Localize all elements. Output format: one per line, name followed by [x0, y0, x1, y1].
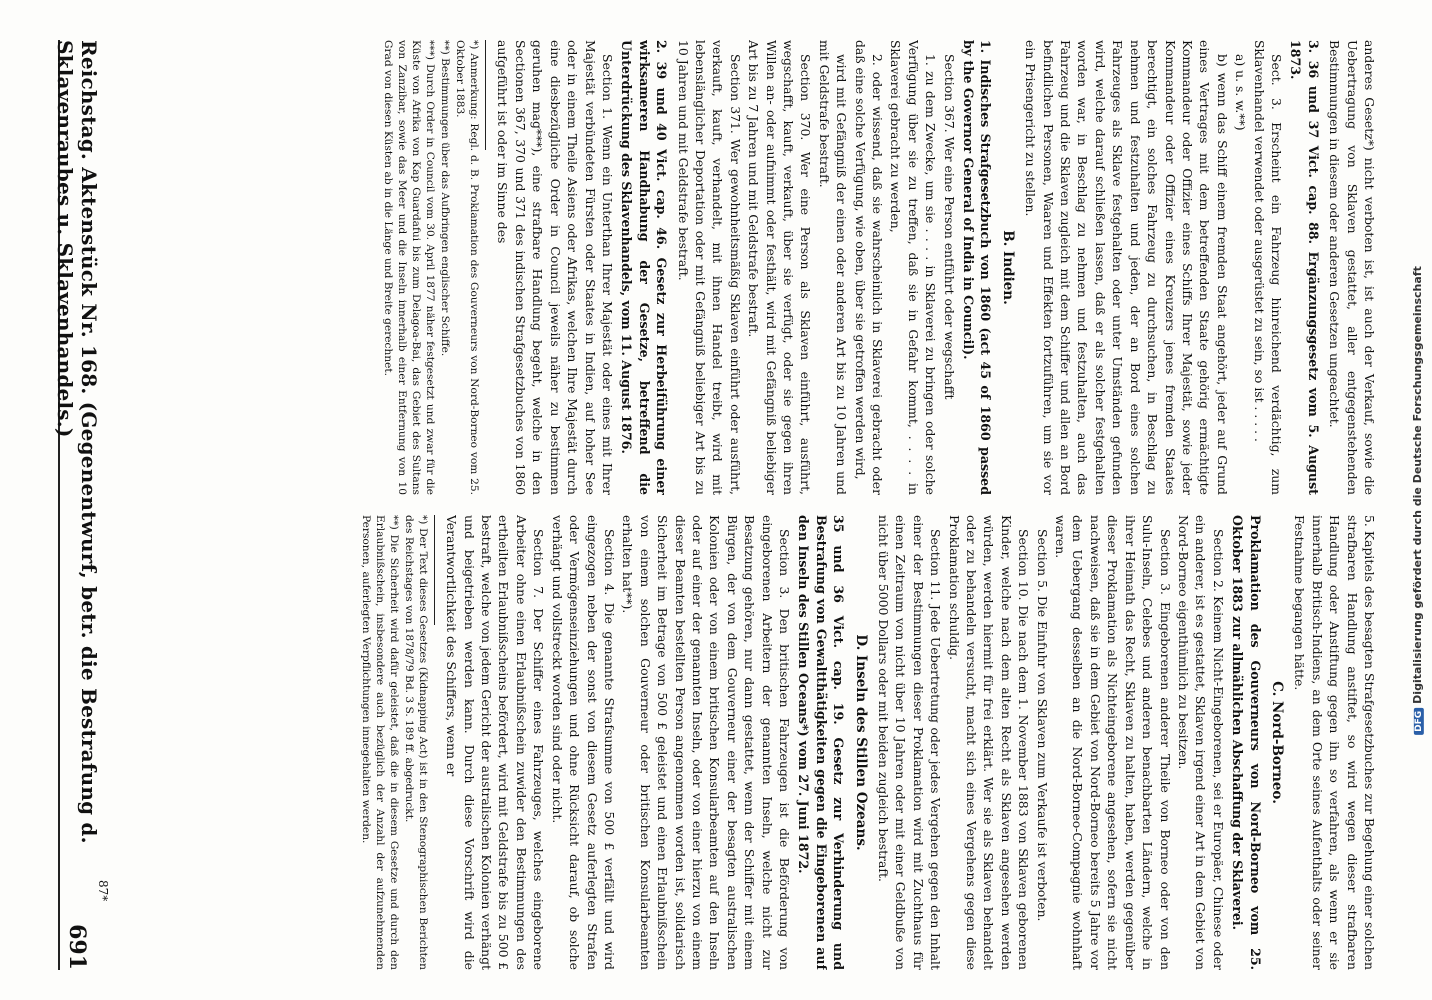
signature-mark: 87* [96, 880, 110, 902]
paragraph: anderes Gesetz*) nicht verboten ist, ist auch der Verkauf, sowie die Uebertragung von Sklaven gestattet, aller entgegenstehenden Bestimmungen in diesem oder anderen Gesetzen ungeachtet. [1327, 40, 1377, 495]
law-title: 35 und 36 Vict. cap. 19. Gesetz zur Verhinderung und Bestrafung von Gewaltthätigkeiten gegen die Eingeborenen auf den Inseln des Stillen Oceans*) vom 27. Juni 1872. [796, 515, 847, 970]
paragraph: Section 367. Wer eine Person entführt oder wegschafft [941, 54, 957, 400]
paragraph: Section 5. Die Einfuhr von Sklaven zum Verkaufe ist verboten. [1034, 529, 1050, 922]
credit-text: Digitalisierung gefördert durch die Deutsche Forschungsgemeinschaft [1410, 265, 1424, 704]
paragraph: Section 11. Jede Uebertretung oder jedes Vergehen gegen den Inhalt einer der Bestimmungen dieser Proklamation wird mit Zuchthaus für einen Zeitraum von nicht über 10 Jahren oder mit einer Geldbuße von nicht über 5000 Dollars oder mit beiden zugleich bestraft. [876, 515, 944, 970]
paragraph: Sect. 3. Erscheint ein Fahrzeug hinreichend verdächtig, zum Sklavenhandel verwendet oder ausgerüstet zu sein, so ist . . . . . [1251, 40, 1284, 495]
law-title: 2. 39 und 40 Vict. cap. 46. Gesetz zur Herbeiführung einer wirksameren Handhabung der Gesetze, betreffend die Unterdrückung des Sklavenhandels, vom 11. August 1876. [619, 40, 670, 495]
footnote-rule [485, 40, 486, 150]
footnote: ***) Durch Order in Council vom 30. April 1877 näher festgesetzt und zwar für die Küste von Afrika von Kap Guardafui bis zum Delagoa-Bai, das Gebiet des Sultans von Zanzibar, sowie das Meer und die Inseln innerhalb einer Entfernung von 10 Grad von diesen Küsten ab in die Länge und Breite gerechnet. [382, 40, 437, 495]
left-text-column [110, 40, 1378, 495]
paragraph: Section 1. Wenn ein Unterthan Ihrer Majestät oder eines mit Ihrer Majestät verbündeten Fürsten oder Staates in Indien, auf hoher See oder in einem Theile Asiens oder Afrikas, welchen Ihre Majestät durch eine diesbezügliche Order in Council jeweils näher zu bestimmen geruhen mag***), eine strafbare Handlung begeht, welche in den Sectionen 367, 370 und 371 des indischen Strafgesetzbuches von 1860 aufgeführt ist oder im Sinne des [495, 40, 615, 495]
paragraph: Section 371. Wer gewohnheitsmäßig Sklaven einführt oder ausführt, verkauft, kauft, verhandelt, mit ihnen Handel treibt, wird mit lebenslänglicher Deportation oder mit Gefängniß beliebiger Art bis zu 10 Jahren und mit Geldstrafe bestraft. [675, 40, 743, 495]
section-heading: D. Inseln des Stillen Ozeans. [852, 634, 869, 851]
footnote: *) Anmerkung: Regl. d. B. Proklamation des Gouverneurs von Nord-Borneo vom 25. Oktober 1883. [454, 40, 481, 495]
paragraph: Section 2. Keinem Nicht-Eingeborenen, sei er Europäer, Chinese oder ein anderer, ist es gestattet, Sklaven irgend einer Art in dem Gebiet von Nord-Borneo eigenthümlich zu besitzen. [1175, 515, 1226, 970]
paragraph: b) wenn das Schiff einem fremden Staat angehört, jeder auf Grund eines Vertrages mit dem betreffenden Staate gehörig ermächtigte Kommandeur oder Offizier eines Schiffs Ihrer Majestät, sowie jeder Kommandeur oder Offizier eines Kreuzers jenes fremden Staates berechtigt, ein solches Fahrzeug zu durchsuchen, in Beschlag zu nehmen und festzuhalten und jeden, der an Bord eines solchen Fahrzeuges als Sklave festgehalten oder unter Umständen gefunden wird, welche darauf schließen lassen, daß er als solcher festgehalten worden war, in Beschlag zu nehmen und festzuhalten, auch das Fahrzeug und die Sklaven zugleich mit dem Schiffer und allen an Bord befindlichen Personen, Waaren und Effekten fortzuführen, um sie vor ein Prisengericht zu stellen. [1023, 40, 1230, 495]
page-number: 691 [64, 924, 90, 970]
section-heading: C. Nord-Borneo. [1268, 681, 1285, 804]
footnote: **) Die Sicherheit wird dafür geleistet, daß die in diesem Gesetze und durch den Erlaubnißschein, insbesondere auch bezüglich der Anzahl der aufzunehmenden Personen, auferlegten Verpflichtungen innegehalten werden. [359, 515, 400, 970]
paragraph: 1. zu dem Zwecke, um sie . . . . in Sklaverei zu bringen oder solche Verfügung über sie zu treffen, daß sie in Gefahr kommt, . . . . in Sklaverei gebracht zu werden, [888, 40, 939, 495]
digitization-credit [1406, 20, 1428, 980]
section-heading: B. Indien. [999, 230, 1016, 305]
paragraph: Section 7. Der Schiffer eines Fahrzeuges, welches eingeborene Arbeiter ohne einen Erlaubnißschein zuwider den Bestimmungen des ertheilten Erlaubnißscheins befördert, wird mit Geldstrafe bis zu 500 £ bestraft, welche von jedem Gericht der australischen Kolonien verhängt und beigetrieben werden kann. Durch diese Vorschrift wird die Verantwortlichkeit des Schiffers, wenn er [444, 515, 547, 970]
paragraph: Section 4. Die genannte Strafsumme von 500 £ verfällt und wird eingezogen neben der sonst von diesem Gesetz auferlegten Strafen oder Vermögenseinziehungen und ohne Rücksicht darauf, ob solche verhängt und vollstreckt worden sind oder nicht. [549, 515, 617, 970]
paragraph: a) u. s. w.**) [1233, 54, 1249, 131]
footnote: *) Der Text dieses Gesetzes (Kidnapping Act) ist in den Stenographischen Berichten des Reichstages von 1878/79 Bd. 3 S. 189 ff. abgedruckt. [402, 515, 429, 970]
paragraph: Section 3. Eingeborenen anderer Theile von Borneo oder von den Sulu-Inseln, Celebes und anderen benachbarten Ländern, welche in ihrer Heimath das Recht, Sklaven zu halten, haben, werden gegenüber dieser Proklamation als Nichteingeborene angesehen, sofern sie nicht nachweisen, daß sie in dem Gebiet von Nord-Borneo bereits 5 Jahre vor dem Uebergang desselben an die Nord-Borneo-Compagnie wohnhaft waren. [1053, 515, 1173, 970]
paragraph: 2. oder wissend, daß sie wahrscheinlich in Sklaverei gebracht oder daß eine solche Verfügung, wie oben, über sie getroffen werden wird, [852, 40, 886, 495]
dfg-logo: DFG [1414, 707, 1424, 734]
paragraph: Section 3. Den britischen Fahrzeugen ist die Beförderung von eingeborenen Arbeitern der genannten Inseln, welche nicht zur Besatzung gehören, nur dann gestattet, wenn der Schiffer mit einem Bürgen, der von dem Gouverneur einer der besagten australischen Kolonien oder von einem britischen Konsularbeamten auf den Inseln oder auf einer der genannten Inseln, oder von einer hierzu von einem dieser Beamten bestellten Person angenommen worden ist, solidarisch Sicherheit im Betrage von 500 £ geleistet und einen Erlaubnißschein von einem solchen Gouverneur oder britischen Konsularbeamten erhalten hat**). [620, 515, 792, 970]
running-header [53, 40, 101, 970]
right-text-column [110, 515, 1378, 970]
law-title: Proklamation des Gouverneurs von Nord-Borneo vom 25. Oktober 1883 zur allmählichen Abschaffung der Sklaverei. [1230, 515, 1263, 970]
paragraph: wird mit Gefängniß der einen oder anderen Art bis zu 10 Jahren und mit Geldstrafe bestraft. [816, 40, 850, 495]
paragraph: 5. Kapitels des besagten Strafgesetzbuches zur Begehung einer solchen strafbaren Handlung anstiftet, so wird wegen dieser strafbaren Handlung oder Anstiftung gegen ihn so verfahren, als wenn er sie innerhalb Britisch-Indiens, an dem Orte seines Aufenthalts oder seiner Festnahme begangen hätte. [1292, 515, 1377, 970]
paragraph: Section 370. Wer eine Person als Sklaven einführt, ausführt, wegschafft, kauft, verkauft, über sie verfügt, oder sie gegen ihren Willen an- oder aufnimmt oder festhält, wird mit Gefängniß beliebiger Art bis zu 7 Jahren und mit Geldstrafe bestraft. [746, 40, 814, 495]
paragraph: Section 10. Die nach dem 1. November 1883 von Sklaven geborenen Kinder, welche nach dem alten Recht als Sklaven angesehen werden würden, werden hiermit für frei erklärt. Wer sie als Sklaven behandelt oder zu behandeln versucht, macht sich eines Vergehens gegen diese Proklamation schuldig. [946, 515, 1032, 970]
header-title: Reichstag. Aktenstück Nr. 168. (Gegenentwurf, betr. die Bestrafung d. Sklavenraubes u. Sklavenhandels.) [53, 40, 101, 844]
footnote-rule [434, 515, 435, 625]
law-title: 3. 36 und 37 Vict. cap. 88. Ergänzungsgesetz vom 5. August 1873. [1288, 40, 1321, 495]
law-title: 1. Indisches Strafgesetzbuch von 1860 (act 45 of 1860 passed by the Governor General of India in Council). [961, 40, 994, 495]
footnote: **) Bestimmungen über das Aufbringen englischer Schiffe. [439, 40, 452, 357]
